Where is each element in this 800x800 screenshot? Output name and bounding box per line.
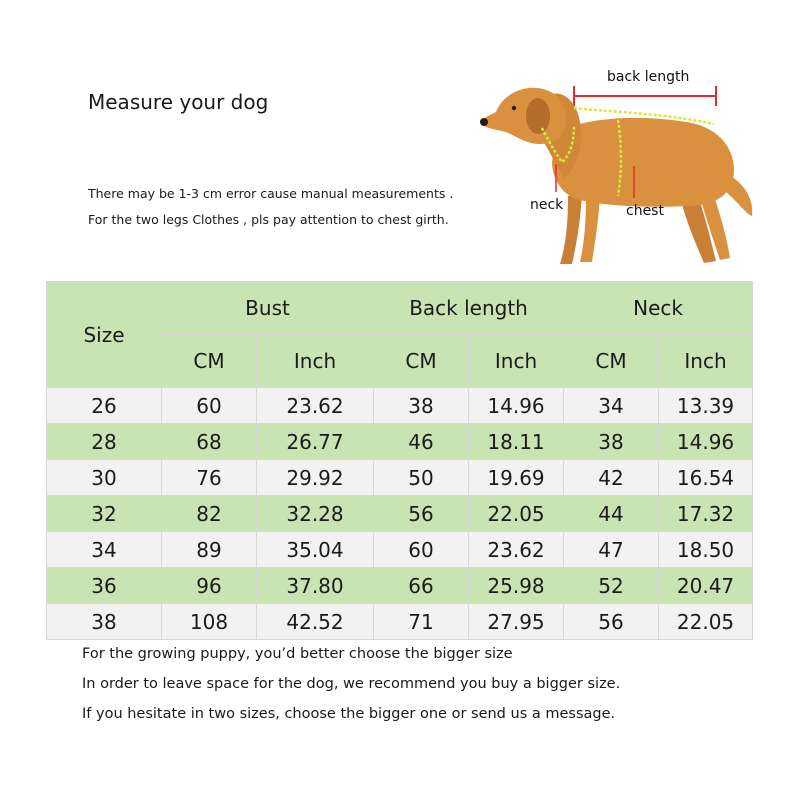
unit-header: CM bbox=[374, 335, 469, 388]
back-length-header: Back length bbox=[374, 282, 564, 335]
neck-header: Neck bbox=[564, 282, 753, 335]
table-cell: 18.11 bbox=[469, 424, 564, 460]
table-cell: 37.80 bbox=[257, 568, 374, 604]
table-row bbox=[47, 388, 753, 424]
table-cell: 66 bbox=[374, 568, 469, 604]
table-cell: 34 bbox=[564, 388, 659, 424]
table-cell: 30 bbox=[47, 460, 162, 496]
table-cell: 47 bbox=[564, 532, 659, 568]
table-cell: 46 bbox=[374, 424, 469, 460]
table-cell: 60 bbox=[162, 388, 257, 424]
table-cell: 23.62 bbox=[469, 532, 564, 568]
table-cell: 18.50 bbox=[659, 532, 753, 568]
table-cell: 28 bbox=[47, 424, 162, 460]
table-cell: 50 bbox=[374, 460, 469, 496]
table-cell: 52 bbox=[564, 568, 659, 604]
bust-header: Bust bbox=[162, 282, 374, 335]
footer-note-space: In order to leave space for the dog, we recommend you buy a bigger size. bbox=[82, 676, 621, 692]
table-cell: 82 bbox=[162, 496, 257, 532]
table-cell: 44 bbox=[564, 496, 659, 532]
unit-header: Inch bbox=[659, 335, 753, 388]
table-row bbox=[47, 460, 753, 496]
table-cell: 38 bbox=[564, 424, 659, 460]
table-row bbox=[47, 532, 753, 568]
table-row bbox=[47, 568, 753, 604]
table-cell: 38 bbox=[47, 604, 162, 640]
table-cell: 32 bbox=[47, 496, 162, 532]
table-cell: 56 bbox=[564, 604, 659, 640]
table-cell: 32.28 bbox=[257, 496, 374, 532]
table-cell: 22.05 bbox=[659, 604, 753, 640]
dog-illustration bbox=[476, 66, 766, 276]
page-title: Measure your dog bbox=[88, 90, 269, 114]
table-cell: 34 bbox=[47, 532, 162, 568]
table-cell: 17.32 bbox=[659, 496, 753, 532]
label-neck: neck bbox=[530, 197, 564, 213]
table-cell: 19.69 bbox=[469, 460, 564, 496]
table-cell: 68 bbox=[162, 424, 257, 460]
table-cell: 25.98 bbox=[469, 568, 564, 604]
table-cell: 89 bbox=[162, 532, 257, 568]
table-cell: 14.96 bbox=[659, 424, 753, 460]
table-cell: 36 bbox=[47, 568, 162, 604]
table-cell: 60 bbox=[374, 532, 469, 568]
unit-header: Inch bbox=[257, 335, 374, 388]
unit-header: CM bbox=[564, 335, 659, 388]
table-cell: 71 bbox=[374, 604, 469, 640]
table-cell: 108 bbox=[162, 604, 257, 640]
table-row bbox=[47, 496, 753, 532]
note-error: There may be 1-3 cm error cause manual measurements . bbox=[88, 186, 454, 201]
footer-note-hesitate: If you hesitate in two sizes, choose the bigger one or send us a message. bbox=[82, 706, 616, 722]
table-row bbox=[47, 604, 753, 640]
note-chest: For the two legs Clothes , pls pay attention to chest girth. bbox=[88, 212, 449, 227]
table-cell: 16.54 bbox=[659, 460, 753, 496]
label-back-length: back length bbox=[607, 69, 690, 85]
table-cell: 14.96 bbox=[469, 388, 564, 424]
table-cell: 42 bbox=[564, 460, 659, 496]
unit-header: Inch bbox=[469, 335, 564, 388]
table-cell: 96 bbox=[162, 568, 257, 604]
table-cell: 76 bbox=[162, 460, 257, 496]
unit-header: CM bbox=[162, 335, 257, 388]
dog-measurement-diagram bbox=[476, 66, 766, 276]
table-cell: 42.52 bbox=[257, 604, 374, 640]
label-chest: chest bbox=[626, 203, 664, 219]
table-cell: 29.92 bbox=[257, 460, 374, 496]
size-table-body bbox=[47, 388, 753, 640]
footer-note-puppy: For the growing puppy, you’d better choose the bigger size bbox=[82, 646, 513, 662]
table-cell: 22.05 bbox=[469, 496, 564, 532]
table-cell: 26.77 bbox=[257, 424, 374, 460]
table-cell: 23.62 bbox=[257, 388, 374, 424]
table-cell: 56 bbox=[374, 496, 469, 532]
size-chart-table bbox=[46, 281, 753, 640]
table-cell: 27.95 bbox=[469, 604, 564, 640]
table-cell: 20.47 bbox=[659, 568, 753, 604]
table-cell: 38 bbox=[374, 388, 469, 424]
group-header-row bbox=[47, 282, 753, 335]
table-cell: 26 bbox=[47, 388, 162, 424]
size-header: Size bbox=[47, 282, 162, 388]
table-cell: 35.04 bbox=[257, 532, 374, 568]
table-row bbox=[47, 424, 753, 460]
table-cell: 13.39 bbox=[659, 388, 753, 424]
